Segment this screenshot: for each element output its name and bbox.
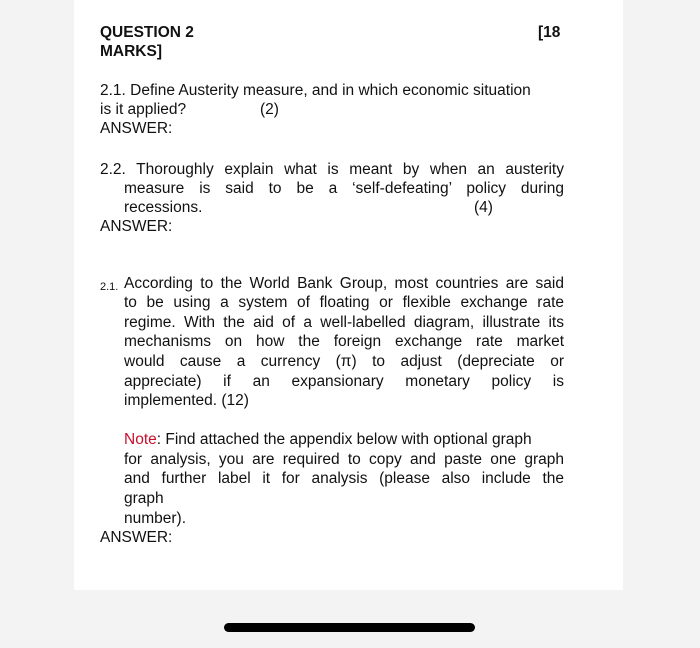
q2-line1: 2.2. Thoroughly explain what is meant by when an austerity: [100, 161, 564, 178]
note-line: number).: [124, 510, 187, 527]
q1-line2: is it applied?: [100, 101, 187, 118]
note-line: graph: [124, 490, 164, 507]
q1-marks: (2): [260, 101, 279, 118]
note-label: Note: [124, 431, 157, 448]
q3-line: appreciate) if an expansionary monetary policy is: [124, 373, 564, 390]
q3-answer-label: ANSWER:: [100, 529, 173, 546]
note-line: for analysis, you are required to copy and paste one graph: [124, 451, 564, 468]
q3-line: implemented. (12): [124, 392, 249, 409]
q2-line3: recessions.: [124, 199, 203, 216]
note-line-first: [124, 430, 532, 450]
q3-line: to be using a system of floating or flexible exchange rate: [124, 294, 564, 311]
home-indicator-bar[interactable]: [224, 623, 475, 632]
note-line: and further label it for analysis (please also include the: [124, 470, 564, 487]
question-title: QUESTION 2: [100, 24, 194, 41]
q2-marks: (4): [474, 199, 493, 216]
q3-line: mechanisms on how the foreign exchange rate market: [124, 333, 564, 350]
q1-line1: 2.1. Define Austerity measure, and in which economic situation: [100, 82, 531, 99]
q3-line: According to the World Bank Group, most countries are said: [124, 275, 564, 292]
q3-line: would cause a currency (π) to adjust (depreciate or: [124, 353, 564, 370]
q1-answer-label: ANSWER:: [100, 120, 173, 137]
marks-label-open: [18: [538, 24, 561, 41]
q2-answer-label: ANSWER:: [100, 218, 173, 235]
document-page: [74, 0, 623, 590]
q2-line2: measure is said to be a ‘self-defeating’ policy during: [124, 180, 564, 197]
marks-label-close: MARKS]: [100, 43, 162, 60]
note-text: : Find attached the appendix below with optional graph: [156, 431, 532, 448]
q3-line: regime. With the aid of a well-labelled diagram, illustrate its: [124, 314, 564, 331]
q3-number: 2.1.: [100, 281, 119, 293]
